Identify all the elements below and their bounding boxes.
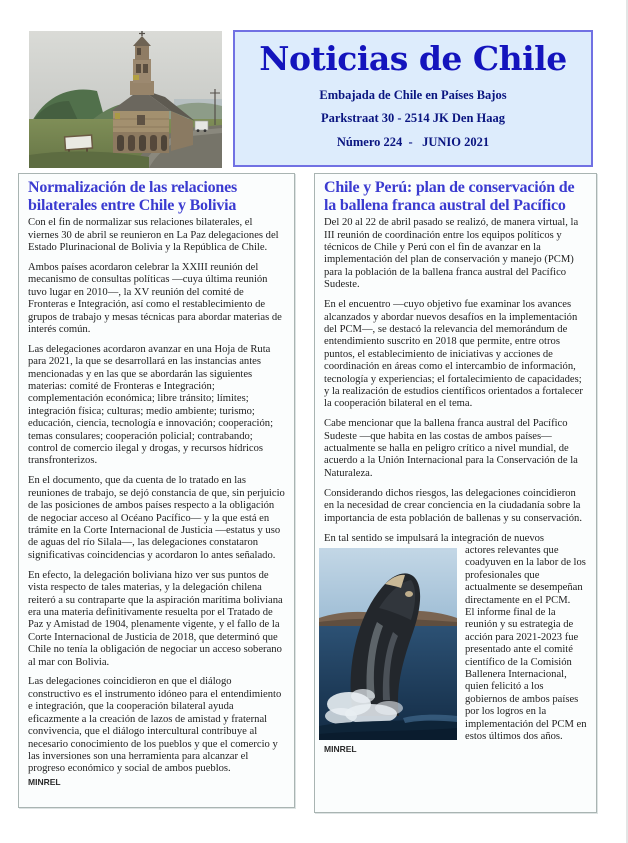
paragraph: Las delegaciones acordaron avanzar en una Hoja de Ruta para 2021, la que se desarrollará en las instancias antes mencionadas y en las que se abordarán las siguientes materias: comité de Fronteras e Integración; complementación económica; libre tránsito; límites; integración física; culturas; medio ambiente; turismo; educación, ciencia, tecnología e innovación; cooperación; temas consulares; cooperación policial; contrabando; control de comercio ilegal y drogas, y recursos hídricos transfronterizos. [28,343,274,467]
paragraph: Considerando dichos riesgos, las delegaciones coincidieron en la necesidad de crear conciencia en la ciudadanía sobre la importancia de esta población de ballenas y su conservación. [324,487,582,524]
masthead-address-line: Parkstraat 30 - 2514 JK Den Haag [320,111,505,126]
source-credit: MINREL [324,744,357,755]
paragraph: Del 20 al 22 de abril pasado se realizó, de manera virtual, la III reunión de coordinación entre los equipos políticos y técnicos de Chile y Perú con el fin de avanzar en la implementación del plan de conservación y manejo (PCM) para la población de la ballena franca austral del Pacífico Sudeste. [324,217,579,291]
article-chile-bolivia [18,173,295,808]
whale-text-wrap [324,545,587,756]
church-photo [29,31,222,168]
paragraph: Con el fin de normalizar sus relaciones bilaterales, el viernes 30 de abril se reunieron en La Paz delegaciones del Estado Plurinacional de Bolivia y la República de Chile. [28,217,279,253]
masthead-issue-line: Número 224 - JUNIO 2021 [336,134,490,149]
paragraph: actores relevantes que coadyuven en la labor de los profesionales que actualmente se desempeñan directamente en el PCM. [465,544,586,606]
whale-photo [319,548,457,740]
masthead [233,30,593,167]
paragraph: En el documento, que da cuenta de lo tratado en las reuniones de trabajo, se dejó constancia de que, sin perjuicio de las posiciones de ambos países respecto a la obligación de negociar acceso al Océano Pacífico— y la que está en trámite en la Corte Internacional de Justicia —estatus y uso de aguas del río Silala—, las delegaciones constataron significativas coincidencias y acordaron lo antes señalado. [28,475,285,561]
whale-photo-graphic [319,548,457,740]
masthead-embassy-line: Embajada de Chile en Países Bajos [319,87,507,102]
paragraph: Las delegaciones coincidieron en que el diálogo constructivo es el instrumento idóneo para el entendimiento e integración, que la cooperación bilateral ayuda eficazmente a la creación de lazos de amistad y fraternal convivencia, que el diálogo intercultural contribuye al necesario conocimiento de los pueblos y que el comercio y las inversiones son una herramienta para alcanzar el progreso económico y social de ambos pueblos. [28,676,282,775]
paragraph: El informe final de la reunión y su estrategia de acción para 2021-2023 fue presentado ante el comité científico de la Comisión Ballenera Internacional, quien felicitó a los gobiernos de ambos países por los logros en la implementación del PCM en estos últimos dos años. [465,606,587,742]
paragraph: Cabe mencionar que la ballena franca austral del Pacífico Sudeste —que habita en las costas de ambos países— actualmente se halla en peligro crítico a nivel mundial, de acuerdo a la Unión Internacional para la Conservación de la Naturaleza. [324,418,578,479]
source-credit: MINREL [28,776,61,787]
paragraph: Ambos países acordaron celebrar la XXIII reunión del mecanismo de consultas políticas —cuya última reunión tuvo lugar en 2010—, la XV reunión del comité de Fronteras e Integración, así como el restablecimiento de grupos de trabajo y mesas técnicas para abordar materias de interés común. [28,261,282,335]
paragraph: En efecto, la delegación boliviana hizo ver sus puntos de vista respecto de tales materias, y la delegación chilena reiteró a su contraparte que la aspiración marítima boliviana era una materia definitivamente resuelta por el Tratado de Paz y Amistad de 1904, plenamente vigente, y el fallo de la Corte Internacional de Justicia de 2018, que determinó que Chile no tenía la obligación de negociar un acceso soberano al mar con Bolivia. [28,569,283,668]
paragraph: En el encuentro —cuyo objetivo fue examinar los avances alcanzados y abordar nuevos desafíos en la implementación del PCM—, se destacó la relevancia del memorándum de entendimiento suscrito en 2018 que permite, entre otros puntos, el establecimiento de iniciativas y acciones de coordinación en áreas como el intercambio de información, tecnología y experiencias; el fortalecimiento de capacidades; y la realización de estudios científicos orientados a fortalecer la cooperación bilateral en el tema. [324,299,583,410]
article-title-right: Chile y Perú: plan de conservación de la ballena franca austral del Pacífico [324,179,575,215]
newsletter-title: Noticias de Chile [259,39,567,78]
paragraph: En tal sentido se impulsará la integración de nuevos [324,532,545,544]
church-photo-graphic [29,31,222,168]
article-chile-peru-whale [314,173,597,813]
article-title-left: Normalización de las relaciones bilaterales entre Chile y Bolivia [28,179,238,215]
